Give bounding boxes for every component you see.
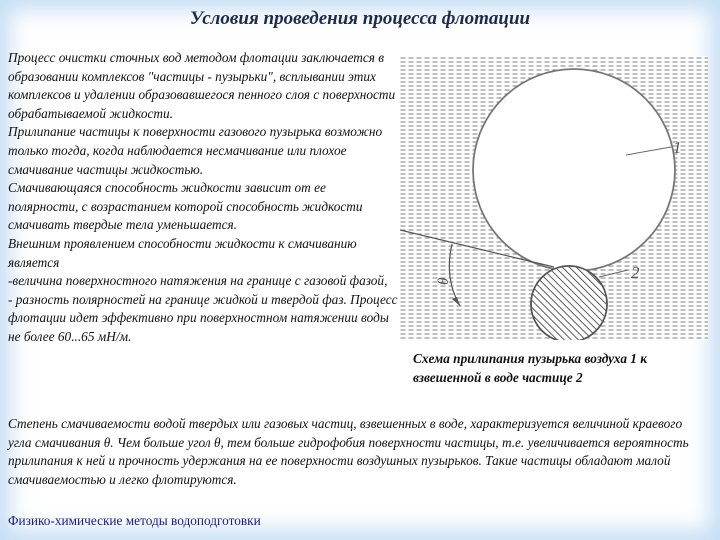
paragraph-manifestation: Внешним проявлением способности жидкости к смачиванию является	[8, 235, 357, 270]
label-1: 1	[673, 138, 682, 157]
slide-title: Условия проведения процесса флотации	[189, 8, 531, 29]
label-2: 2	[631, 263, 640, 282]
flotation-diagram-svg	[400, 56, 708, 340]
label-theta: θ	[436, 277, 452, 285]
left-text-block	[8, 49, 398, 347]
air-bubble	[473, 69, 675, 271]
flotation-diagram	[400, 56, 708, 340]
paragraph-polarity: - разность полярностей на границе жидкой и твердой фаз. Процесс флотации идет эффективно при поверхностном натяжении воды не более 60...65 мН/м.	[8, 291, 398, 344]
paragraph-tension: -величина поверхностного натяжения на границе с газовой фазой,	[8, 273, 388, 289]
paragraph-contact-angle: Степень смачиваемости водой твердых или газовых частиц, взвешенных в воде, характеризуется величиной краевого угла смачивания θ. Чем больше угол θ, тем больше гидрофобия поверхности частицы, т.е. увеличивается вероятность прилипания к ней и прочность удержания на ее поверхности воздушных пузырьков. Такие частицы обладают малой смачиваемостью и легко флотируются.	[8, 416, 689, 487]
paragraph-adhesion: Прилипание частицы к поверхности газового пузырька возможно только тогда, когда наблюдается несмачивание или плохое смачивание частицы жидкостью.	[8, 124, 383, 177]
bottom-text-block	[8, 415, 708, 489]
paragraph-wetting: Смачивающаяся способность жидкости зависит от ее полярности, с возрастанием которой способность жидкости смачивать твердые тела уменьшается.	[8, 180, 363, 233]
footer-text: Физико-химические методы водоподготовки	[8, 513, 261, 528]
figure-caption: Схема прилипания пузырька воздуха 1 к взвешенной в воде частице 2	[413, 351, 648, 385]
suspended-particle	[531, 266, 607, 340]
paragraph-process: Процесс очистки сточных вод методом флотации заключается в образовании комплексов "частицы - пузырьки", всплывании этих комплексов и удалении образовавшегося пенного слоя с поверхности обрабатываемой жидкости.	[8, 50, 396, 121]
